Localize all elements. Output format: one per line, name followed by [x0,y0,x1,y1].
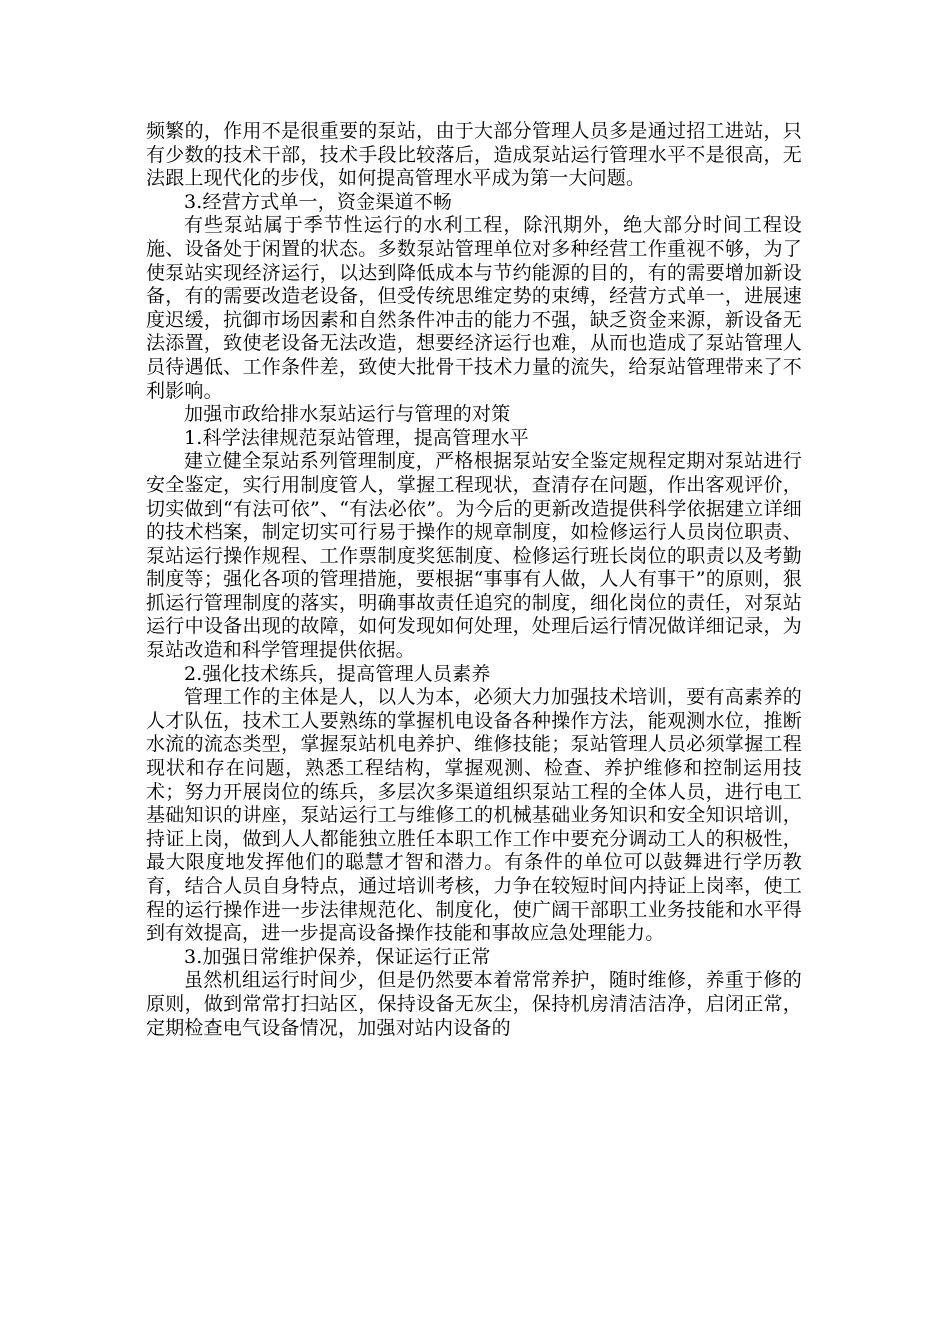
section-heading-1: 1.科学法律规范泵站管理，提高管理水平 [184,426,529,449]
document-body [146,120,802,1040]
paragraph-continuation: 频繁的，作用不是很重要的泵站，由于大部分管理人员多是通过招工进站，只有少数的技术干部，技术手段比较落后，造成泵站运行管理水平不是很高，无法跟上现代化的步伐，如何提高管理水平成为第一大问题。 [146,120,802,190]
paragraph-maintenance: 虽然机组运行时间少，但是仍然要本着常常养护，随时维修，养重于修的原则，做到常常打扫站区，保持设备无灰尘，保持机房清洁洁净，启闭正常，定期检查电气设备情况，加强对站内设备的 [146,969,802,1039]
section-heading-2: 2.强化技术练兵，提高管理人员素养 [184,662,491,685]
section-heading-3: 3.经营方式单一，资金渠道不畅 [184,190,453,213]
paragraph-management-system: 建立健全泵站系列管理制度，严格根据泵站安全鉴定规程定期对泵站进行安全鉴定，实行用制度管人，掌握工程现状，查清存在问题，作出客观评价，切实做到“有法可依”、“有法必依”。为今后的更新改造提供科学依据建立详细的技术档案，制定切实可行易于操作的规章制度，如检修运行人员岗位职责、泵站运行操作规程、工作票制度奖惩制度、检修运行班长岗位的职责以及考勤制度等；强化各项的管理措施，要根据“事事有人做，人人有事干”的原则，狠抓运行管理制度的落实，明确事故责任追究的制度，细化岗位的责任，对泵站运行中设备出现的故障，如何发现如何处理，处理后运行情况做详细记录，为泵站改造和科学管理提供依据。 [146,450,802,662]
paragraph-training: 管理工作的主体是人，以人为本，必须大力加强技术培训，要有高素养的人才队伍，技术工人要熟练的掌握机电设备各种操作方法，能观测水位，推断水流的流态类型，掌握泵站机电养护、维修技能；泵站管理人员必须掌握工程现状和存在问题，熟悉工程结构，掌握观测、检查、养护维修和控制运用技术；努力开展岗位的练兵，多层次多渠道组织泵站工程的全体人员，进行电工基础知识的讲座，泵站运行工与维修工的机械基础业务知识和安全知识培训，持证上岗，做到人人都能独立胜任本职工作工作中要充分调动工人的积极性，最大限度地发挥他们的聪慧才智和潜力。有条件的单位可以鼓舞进行学历教育，结合人员自身特点，通过培训考核，力争在较短时间内持证上岗率，使工程的运行操作进一步法律规范化、制度化，使广阔干部职工业务技能和水平得到有效提高，进一步提高设备操作技能和事故应急处理能力。 [146,686,802,945]
section-title-countermeasures: 加强市政给排水泵站运行与管理的对策 [184,403,511,426]
paragraph-operation: 有些泵站属于季节性运行的水利工程，除汛期外，绝大部分时间工程设施、设备处于闲置的状态。多数泵站管理单位对多种经营工作重视不够，为了使泵站实现经济运行，以达到降低成本与节约能源的目的，有的需要增加新设备，有的需要改造老设备，但受传统思维定势的束缚，经营方式单一，进展速度迟缓，抗御市场因素和自然条件冲击的能力不强，缺乏资金来源，新设备无法添置，致使老设备无法改造，想要经济运行也难，从而也造成了泵站管理人员待遇低、工作条件差，致使大批骨干技术力量的流失，给泵站管理带来了不利影响。 [146,214,802,402]
section-heading-3b: 3.加强日常维护保养，保证运行正常 [184,945,491,968]
